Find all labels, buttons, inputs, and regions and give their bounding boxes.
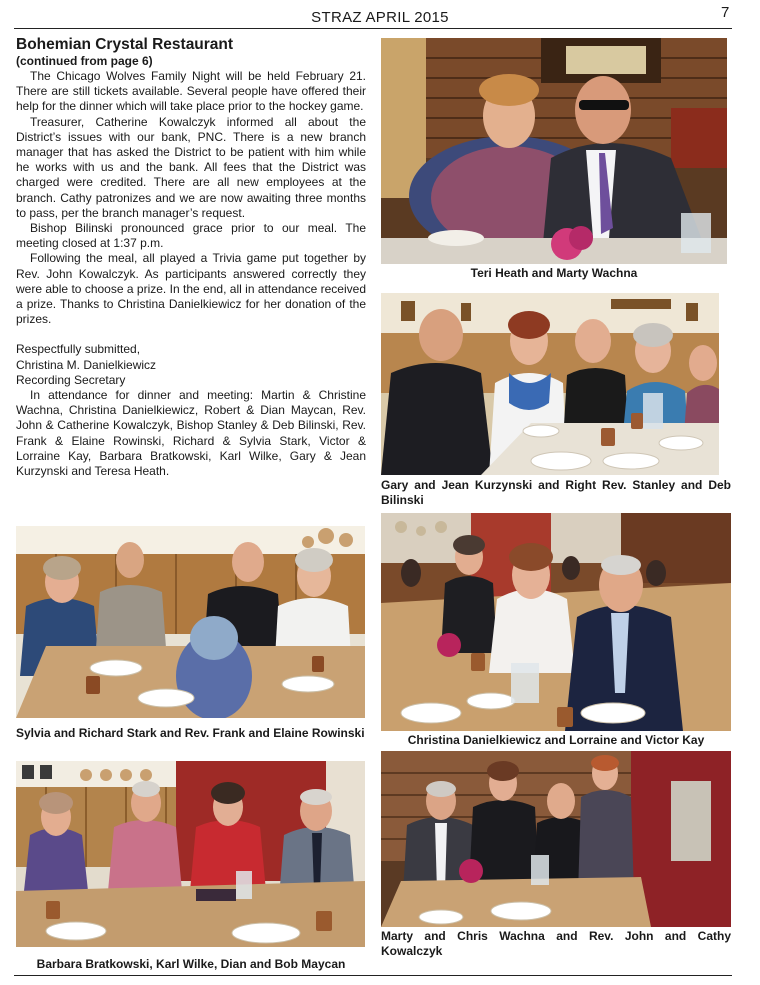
signoff-name: Christina M. Danielkiewicz [16, 357, 157, 372]
page-number: 7 [721, 4, 730, 21]
photo-caption: Barbara Bratkowski, Karl Wilke, Dian and Bob Maycan [36, 957, 346, 971]
photo-caption: Marty and Chris Wachna and Rev. John and Cathy Kowalczyk [381, 929, 731, 958]
photo-caption: Christina Danielkiewicz and Lorraine and Victor Kay [407, 733, 705, 747]
photo-bratkowski-wilke-maycan [16, 761, 365, 947]
photo-caption: Teri Heath and Marty Wachna [470, 266, 638, 280]
article-paragraph: Treasurer, Catherine Kowalczyk informed all about the District’s issues with our bank, PNC. There is a new branch manager that has asked the District to be patient with him while he works with us and the bank. All fees that the District was charged were credited. There are all new employees at the branch. Cathy patronizes and we are now awaiting three months to pass, per the branch manager’s request. [16, 114, 366, 220]
photo-caption: Gary and Jean Kurzynski and Right Rev. Stanley and Deb Bilinski [381, 478, 731, 507]
article-paragraph: Bishop Bilinski pronounced grace prior to our meal. The meeting closed at 1:37 p.m. [16, 221, 366, 251]
footer-rule [14, 975, 732, 976]
signoff-title: Recording Secretary [16, 372, 126, 387]
header-rule [14, 28, 732, 29]
photo-stark-rowinski [16, 526, 365, 718]
photo-teri-heath-marty-wachna [381, 38, 727, 264]
signoff-line: Respectfully submitted, [16, 342, 141, 357]
photo-danielkiewicz-kay [381, 513, 731, 731]
continued-note: (continued from page 6) [16, 54, 153, 68]
article-column [16, 36, 366, 479]
article-paragraph: Following the meal, all played a Trivia game put together by Rev. John Kowalczyk. As participants answered correctly they were able to choose a prize. In the end, all in attendance received a prize. Thanks to Christina Danielkiewicz for her donation of the prizes. [16, 251, 366, 327]
paragraph-spacer [16, 327, 366, 342]
attendance-paragraph: In attendance for dinner and meeting: Martin & Christine Wachna, Christina Danielkiewicz, Robert & Dian Maycan, Rev. John & Catherine Kowalczyk, Bishop Stanley & Deb Bilinski, Rev. Frank & Elaine Rowinski, Richard & Sylvia Stark, Victor & Lorraine Kay, Barbara Bratkowski, Karl Wilke, Gary & Jean Kurzynski and Teresa Heath. [16, 388, 366, 479]
article-heading: Bohemian Crystal Restaurant [16, 36, 234, 53]
photo-caption: Sylvia and Richard Stark and Rev. Frank and Elaine Rowinski [16, 726, 365, 740]
photo-kurzynski-bilinski [381, 293, 719, 475]
photo-wachna-kowalczyk [381, 751, 731, 927]
running-header-title: STRAZ APRIL 2015 [311, 9, 449, 26]
article-paragraph: The Chicago Wolves Family Night will be held February 21. There are still tickets available. Several people have offered their help for the dinner which will take place prior to the hockey game. [16, 69, 366, 114]
